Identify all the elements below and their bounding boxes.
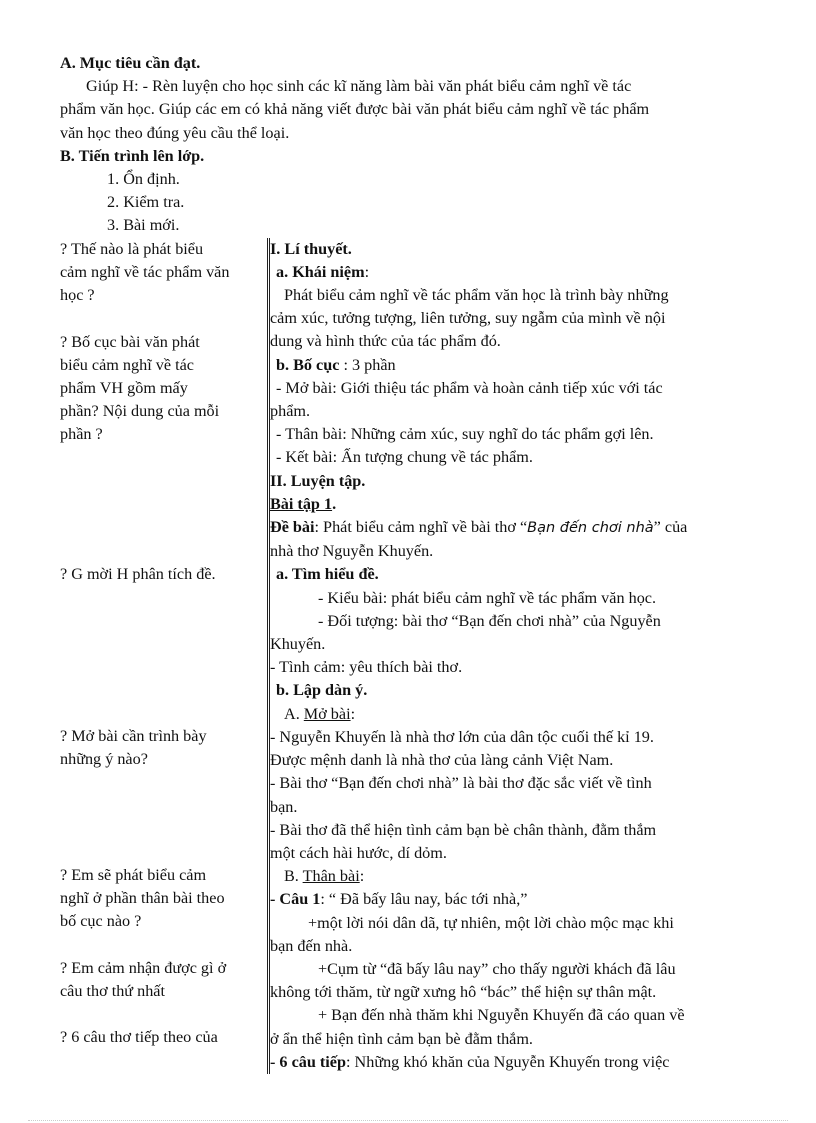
topic-text: : Phát biểu cảm nghĩ về bài thơ “ [314,518,528,537]
body-label: Thân bài [302,867,360,886]
intro-colon: : [350,704,356,723]
intro-line: Được mệnh danh là nhà thơ của làng cảnh Việt Nam. [270,751,614,770]
step-item: 3. Bài mới. [107,216,180,235]
question-body [60,864,260,934]
verse-6-line [270,1051,750,1074]
analyze-line: - Đối tượng: bài thơ “Bạn đến chơi nhà” của Nguyễn [318,611,661,630]
exercise-dot: . [332,494,337,513]
intro-line: bạn. [270,797,298,816]
step-list [107,168,750,238]
intro-line: - Nguyễn Khuyến là nhà thơ lớn của dân tộc cuối thế kỉ 19. [270,727,654,746]
intro-prefix: A. [284,704,304,723]
layout-count: : 3 phần [339,355,396,374]
concept-label: a. Khái niệm [276,262,365,281]
exercise-heading [270,493,750,516]
question-line: phần ? [60,425,103,444]
verse-1-point: +một lời nói dân dã, tự nhiên, một lời chào mộc mạc khi [308,913,674,932]
verse-1-point: +Cụm từ “đã bấy lâu nay” cho thấy người khách đã lâu [318,959,676,978]
question-line: ? Em sẽ phát biểu cảm [60,865,207,884]
verse-1-label: - Câu 1 [270,890,321,909]
poem-title: Bạn đến chơi nhà [527,520,654,537]
layout-line: - Mở bài: Giới thiệu tác phẩm và hoàn cảnh tiếp xúc với tác [276,378,663,397]
intro-label: Mở bài [303,704,351,723]
analyze-heading: a. Tìm hiểu đề. [276,565,379,584]
layout-heading [270,354,750,377]
body-colon: : [359,867,365,886]
layout-line: - Thân bài: Những cảm xúc, suy nghĩ do tác phẩm gợi lên. [276,425,654,444]
question-analyze [60,563,260,586]
section-b-title: B. Tiến trình lên lớp. [60,146,205,165]
analyze-line: Khuyến. [270,635,326,654]
question-line1 [60,957,260,1003]
answer-column [269,238,751,1074]
question-line: ? Bố cục bài văn phát [60,332,200,351]
concept-heading [270,261,750,284]
concept-line: Phát biểu cảm nghĩ về tác phẩm văn học là trình bày những [284,286,669,305]
verse-1-text: : “ Đã bấy lâu nay, bác tới nhà,” [320,890,528,909]
question-line: bố cục nào ? [60,912,142,931]
section-a-text-line3: văn học theo đúng yêu cầu thể loại. [60,123,290,142]
intro-heading [270,703,750,726]
body-prefix: B. [284,867,303,886]
question-six-lines [60,1026,260,1049]
section-a-title: A. Mục tiêu cần đạt. [60,54,201,72]
question-definition [60,238,260,308]
question-line: cảm nghĩ về tác phẩm văn [60,262,230,281]
step-item: 1. Ổn định. [107,170,180,189]
question-line: ? Thế nào là phát biểu [60,239,204,258]
question-line: ? Em cảm nhận được gì ở [60,958,227,977]
concept-line: cảm xúc, tưởng tượng, liên tưởng, suy ngẫm của mình về nội [270,309,666,328]
question-line: nghĩ ở phần thân bài theo [60,888,225,907]
lesson-table [60,238,750,1074]
intro-line: một cách hài hước, dí dỏm. [270,843,447,862]
document-page [60,52,750,1074]
verse-1-point: không tới thăm, từ ngữ xưng hô “bác” thể hiện sự thân mật. [270,983,657,1002]
section-a-text-line1: Giúp H: - Rèn luyện cho học sinh các kĩ năng làm bài văn phát biểu cảm nghĩ về tác [86,77,632,96]
table-row [60,238,750,1074]
verse-1-point: ở ẩn thể hiện tình cảm bạn bè đằm thắm. [270,1029,533,1048]
outline-heading: b. Lập dàn ý. [276,681,368,700]
practice-heading: II. Luyện tập. [270,471,366,490]
verse-1-point: + Bạn đến nhà thăm khi Nguyễn Khuyến đã cáo quan về [318,1006,685,1025]
topic-line: nhà thơ Nguyễn Khuyến. [270,542,434,561]
question-line: những ý nào? [60,749,148,768]
section-a-text-line2: phẩm văn học. Giúp các em có khả năng viết được bài văn phát biểu cảm nghĩ về tác phẩm [60,100,650,119]
body-heading [270,865,750,888]
topic-label: Đề bài [270,518,315,537]
theory-heading: I. Lí thuyết. [270,239,352,258]
question-line: câu thơ thứ nhất [60,981,165,1000]
concept-colon: : [364,262,370,281]
intro-line: - Bài thơ đã thể hiện tình cảm bạn bè chân thành, đằm thắm [270,820,657,839]
question-column [60,238,269,1074]
page-bottom-border [28,1120,788,1121]
question-line: phẩm VH gồm mấy [60,379,188,398]
verse-1-point: bạn đến nhà. [270,936,353,955]
step-item: 2. Kiểm tra. [107,193,185,212]
question-line: ? 6 câu thơ tiếp theo của [60,1027,218,1046]
intro-line: - Bài thơ “Bạn đến chơi nhà” là bài thơ đặc sắc viết về tình [270,774,652,793]
question-line: biểu cảm nghĩ về tác [60,355,194,374]
question-line: ? G mời H phân tích đề. [60,564,216,583]
question-line: học ? [60,286,95,305]
verse-6-label: - 6 câu tiếp [270,1052,346,1071]
concept-line: dung và hình thức của tác phẩm đó. [270,332,501,351]
question-line: phần? Nội dung của mỗi [60,402,220,421]
layout-line: - Kết bài: Ấn tượng chung về tác phẩm. [276,448,533,467]
topic-line [270,516,750,540]
question-intro [60,725,260,771]
question-layout [60,331,260,447]
layout-line: phẩm. [270,402,311,421]
verse-6-text: : Những khó khăn của Nguyễn Khuyến trong việc [345,1052,670,1071]
verse-1-line [270,888,750,911]
layout-label: b. Bố cục [276,355,340,374]
exercise-label: Bài tập 1 [270,494,333,513]
analyze-line: - Tình cảm: yêu thích bài thơ. [270,658,463,677]
analyze-line: - Kiểu bài: phát biểu cảm nghĩ về tác phẩm văn học. [318,588,657,607]
topic-text: ” của [653,518,688,537]
question-line: ? Mở bài cần trình bày [60,726,207,745]
